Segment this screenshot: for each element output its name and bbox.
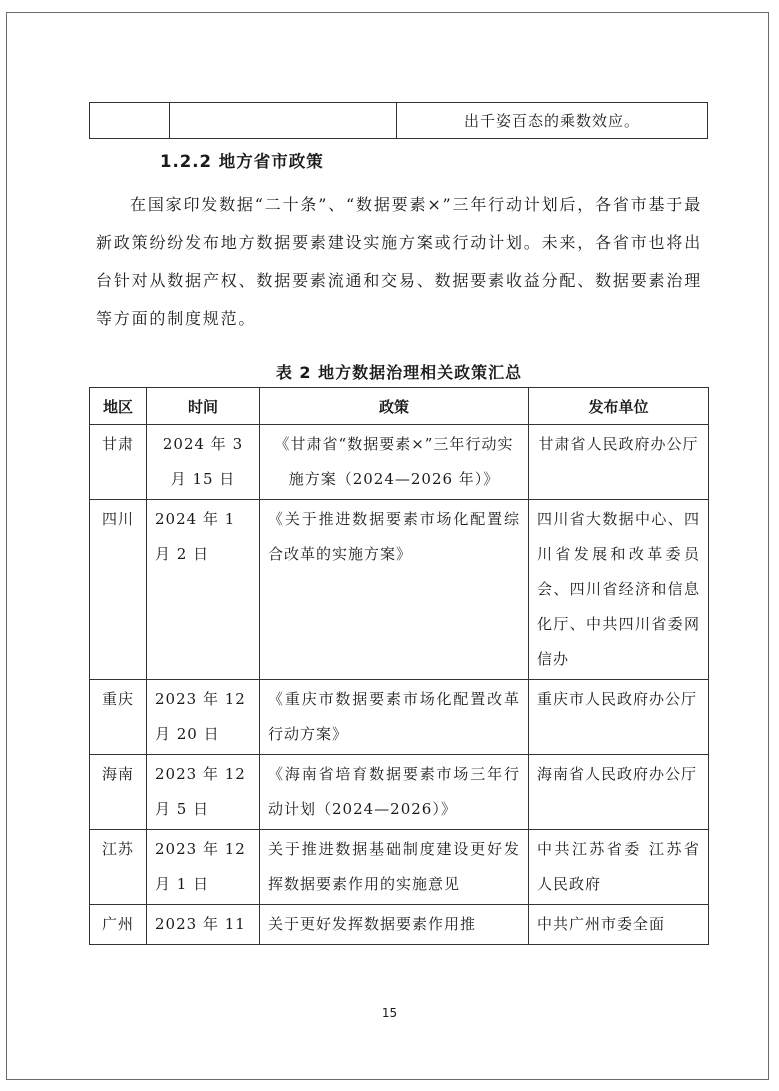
cell-issuer: 中共广州市委全面 xyxy=(529,905,709,945)
table-caption: 表 2 地方数据治理相关政策汇总 xyxy=(275,363,523,382)
section-heading: 1.2.2 地方省市政策 xyxy=(160,152,324,171)
cell-issuer: 中共江苏省委 江苏省人民政府 xyxy=(529,830,709,905)
header-time: 时间 xyxy=(147,388,260,425)
header-issuer: 发布单位 xyxy=(529,388,709,425)
policy-table xyxy=(89,387,709,945)
header-region: 地区 xyxy=(90,388,147,425)
cell-policy: 《甘肃省“数据要素×”三年行动实施方案（2024—2026 年）》 xyxy=(260,425,529,500)
cell-region: 海南 xyxy=(90,755,147,830)
cell-time: 2024 年 1 月 2 日 xyxy=(147,500,260,680)
cell-policy: 《重庆市数据要素市场化配置改革行动方案》 xyxy=(260,680,529,755)
cell-time: 2023 年 12 月 1 日 xyxy=(147,830,260,905)
cell-policy: 《海南省培育数据要素市场三年行动计划（2024—2026）》 xyxy=(260,755,529,830)
cell-issuer: 四川省大数据中心、四川省发展和改革委员会、四川省经济和信息化厅、中共四川省委网信办 xyxy=(529,500,709,680)
table-row xyxy=(90,680,709,755)
cell-policy: 《关于推进数据要素市场化配置综合改革的实施方案》 xyxy=(260,500,529,680)
cell-issuer: 重庆市人民政府办公厅 xyxy=(529,680,709,755)
cell-time: 2023 年 12 月 5 日 xyxy=(147,755,260,830)
table-cell xyxy=(170,103,397,139)
page-number: 15 xyxy=(381,1006,398,1020)
header-policy: 政策 xyxy=(260,388,529,425)
table-row xyxy=(90,755,709,830)
table-row xyxy=(90,425,709,500)
cell-issuer: 甘肃省人民政府办公厅 xyxy=(529,425,709,500)
continued-table-fragment xyxy=(89,102,708,139)
cell-time: 2024 年 3 月 15 日 xyxy=(147,425,260,500)
cell-region: 广州 xyxy=(90,905,147,945)
table-row xyxy=(90,905,709,945)
cell-region: 甘肃 xyxy=(90,425,147,500)
body-paragraph: 在国家印发数据“二十条”、“数据要素×”三年行动计划后，各省市基于最新政策纷纷发布地方数据要素建设实施方案或行动计划。未来，各省市也将出台针对从数据产权、数据要素流通和交易、数据要素收益分配、数据要素治理等方面的制度规范。 xyxy=(96,195,702,328)
cell-region: 四川 xyxy=(90,500,147,680)
cell-region: 江苏 xyxy=(90,830,147,905)
table-row xyxy=(90,103,708,139)
table-cell-text: 出千姿百态的乘数效应。 xyxy=(397,103,708,139)
cell-time: 2023 年 12 月 20 日 xyxy=(147,680,260,755)
table-row xyxy=(90,500,709,680)
cell-policy: 关于更好发挥数据要素作用推 xyxy=(260,905,529,945)
cell-policy: 关于推进数据基础制度建设更好发挥数据要素作用的实施意见 xyxy=(260,830,529,905)
table-cell xyxy=(90,103,170,139)
table-header-row xyxy=(90,388,709,425)
cell-region: 重庆 xyxy=(90,680,147,755)
cell-time: 2023 年 11 xyxy=(147,905,260,945)
cell-issuer: 海南省人民政府办公厅 xyxy=(529,755,709,830)
table-row xyxy=(90,830,709,905)
